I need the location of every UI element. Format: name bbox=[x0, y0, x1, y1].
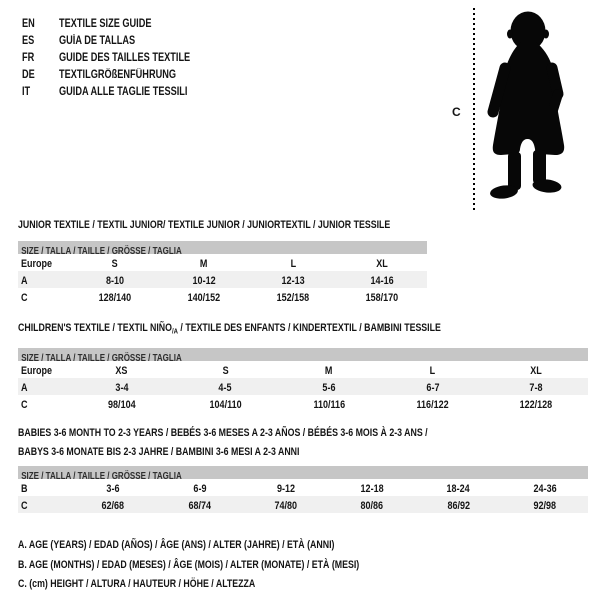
table-cell bbox=[249, 288, 338, 306]
table-cell-text: 12-18 bbox=[360, 482, 384, 495]
table-cell bbox=[70, 378, 174, 396]
table-cell bbox=[159, 271, 248, 289]
row-label-text: A bbox=[21, 381, 28, 394]
table-header-bar bbox=[18, 466, 588, 482]
row-label bbox=[18, 378, 70, 396]
table-cell-text: 10-12 bbox=[192, 274, 216, 287]
table-cell bbox=[249, 271, 338, 289]
table-title-babies bbox=[18, 446, 299, 459]
table-children bbox=[18, 348, 588, 412]
table-cell-text: 74/80 bbox=[274, 499, 298, 512]
row-label-text: A bbox=[21, 274, 28, 287]
table-cell-text: 92/98 bbox=[533, 499, 557, 512]
table-babies bbox=[18, 466, 588, 513]
table-cell bbox=[338, 271, 427, 289]
table-cell bbox=[277, 395, 381, 413]
row-label bbox=[18, 288, 70, 306]
table-cell-text: 4-5 bbox=[218, 381, 232, 394]
table-cell bbox=[70, 271, 159, 289]
language-title: GUÍA DE TALLAS bbox=[59, 35, 136, 47]
table-header-text: SIZE / TALLA / TAILLE / GRÖSSE / TAGLIA bbox=[21, 471, 182, 482]
table-cell bbox=[243, 479, 329, 497]
footnote-line: A. AGE (YEARS) / EDAD (AÑOS) / ÂGE (ANS) / ALTER (JAHRE) / ETÀ (ANNI) bbox=[18, 539, 335, 551]
table-cell bbox=[484, 395, 588, 413]
language-code: EN bbox=[22, 18, 35, 30]
table-cell bbox=[381, 395, 485, 413]
table-cell-text: XS bbox=[115, 364, 128, 377]
table-cell bbox=[70, 496, 156, 514]
language-title: TEXTILE SIZE GUIDE bbox=[59, 18, 152, 30]
table-cell-text: XL bbox=[376, 257, 389, 270]
title-text: JUNIOR TEXTILE / TEXTIL JUNIOR/ TEXTILE JUNIOR / JUNIORTEXTIL / JUNIOR TESSILE bbox=[18, 219, 391, 231]
table-cell bbox=[277, 378, 381, 396]
row-label bbox=[18, 395, 70, 413]
table-cell-text: 68/74 bbox=[188, 499, 211, 512]
language-title: TEXTILGRÖßENFÜHRUNG bbox=[59, 69, 177, 81]
table-row bbox=[18, 378, 588, 395]
table-cell-text: 24-36 bbox=[533, 482, 557, 495]
table-cell bbox=[381, 378, 485, 396]
language-code: IT bbox=[22, 86, 31, 98]
row-label-text: C bbox=[21, 398, 28, 411]
table-cell-text: S bbox=[111, 257, 118, 270]
table-cell-text: 5-6 bbox=[322, 381, 336, 394]
table-cell bbox=[159, 288, 248, 306]
table-row bbox=[18, 271, 427, 288]
table-cell bbox=[484, 378, 588, 396]
row-label bbox=[18, 496, 70, 514]
title-text: BABYS 3-6 MONATE BIS 2-3 JAHRE / BAMBINI 3-6 MESI A 2-3 ANNI bbox=[18, 446, 300, 458]
table-title-babies bbox=[18, 427, 428, 440]
table-cell bbox=[415, 496, 501, 514]
table-cell-text: 62/68 bbox=[101, 499, 125, 512]
title-text: CHILDREN'S TEXTILE / TEXTIL NIÑO bbox=[18, 322, 172, 334]
table-cell bbox=[243, 496, 329, 514]
table-cell-text: 7-8 bbox=[529, 381, 543, 394]
language-code: ES bbox=[22, 35, 35, 47]
table-junior bbox=[18, 241, 427, 305]
height-measure-line bbox=[473, 8, 475, 211]
row-label-text: C bbox=[21, 291, 28, 304]
table-cell bbox=[329, 479, 415, 497]
title-text: / TEXTILE DES ENFANTS / KINDERTEXTIL / BAMBINI TESSILE bbox=[177, 322, 441, 334]
row-label-text: Europe bbox=[21, 257, 53, 270]
table-cell-text: M bbox=[200, 257, 208, 270]
table-cell-text: 6-9 bbox=[192, 482, 207, 495]
language-code: FR bbox=[22, 52, 35, 64]
table-cell-text: 80/86 bbox=[360, 499, 384, 512]
row-label-text: Europe bbox=[21, 364, 53, 377]
table-cell bbox=[277, 361, 381, 379]
title-text: BABIES 3-6 MONTH TO 2-3 YEARS / BEBÉS 3-6 MESES A 2-3 AÑOS / BÉBÉS 3-6 MOIS À 2-3 ANS / bbox=[18, 427, 428, 439]
table-cell-text: 98/104 bbox=[107, 398, 136, 411]
footnote-line: C. (cm) HEIGHT / ALTURA / HAUTEUR / HÖHE / ALTEZZA bbox=[18, 578, 256, 590]
table-cell-text: 3-4 bbox=[115, 381, 129, 394]
table-cell-text: 86/92 bbox=[447, 499, 470, 512]
table-cell bbox=[502, 479, 588, 497]
table-cell-text: 18-24 bbox=[446, 482, 471, 495]
table-header-bar bbox=[18, 348, 588, 364]
table-cell-text: 122/128 bbox=[519, 398, 553, 411]
table-cell-text: 152/158 bbox=[276, 291, 310, 304]
table-cell-text: 8-10 bbox=[105, 274, 124, 287]
table-cell-text: 110/116 bbox=[313, 398, 345, 411]
baby-silhouette bbox=[480, 6, 570, 211]
language-code: DE bbox=[22, 69, 35, 81]
table-cell-text: L bbox=[290, 257, 296, 270]
table-cell-text: 158/170 bbox=[366, 291, 399, 304]
table-cell-text: 104/110 bbox=[209, 398, 242, 411]
row-label-text: B bbox=[21, 482, 28, 495]
table-cell bbox=[174, 378, 278, 396]
table-cell-text: 9-12 bbox=[276, 482, 295, 495]
table-cell-text: XL bbox=[530, 364, 542, 377]
table-cell bbox=[70, 288, 159, 306]
table-title-children bbox=[18, 322, 441, 335]
table-cell bbox=[338, 254, 427, 272]
table-title-junior bbox=[18, 219, 390, 232]
language-title: GUIDA ALLE TAGLIE TESSILI bbox=[59, 86, 188, 98]
table-header-bar bbox=[18, 241, 427, 257]
table-row bbox=[18, 496, 588, 513]
table-row bbox=[18, 395, 588, 412]
table-cell-text: 14-16 bbox=[370, 274, 394, 287]
table-cell bbox=[329, 496, 415, 514]
table-cell bbox=[174, 395, 278, 413]
table-cell-text: M bbox=[325, 364, 333, 377]
height-c-label: C bbox=[452, 105, 461, 119]
footnote-line: B. AGE (MONTHS) / EDAD (MESES) / ÂGE (MOIS) / ALTER (MONATE) / ETÀ (MESI) bbox=[18, 559, 360, 571]
table-cell bbox=[502, 496, 588, 514]
table-cell-text: 128/140 bbox=[98, 291, 131, 304]
table-cell-text: L bbox=[429, 364, 436, 377]
row-label bbox=[18, 271, 70, 289]
table-cell bbox=[156, 496, 242, 514]
row-label-text: C bbox=[21, 499, 28, 512]
table-cell bbox=[338, 288, 427, 306]
table-cell bbox=[249, 254, 338, 272]
table-cell-text: 3-6 bbox=[106, 482, 120, 495]
table-row bbox=[18, 288, 427, 305]
title-text: /A bbox=[171, 326, 178, 336]
table-cell bbox=[415, 479, 501, 497]
table-cell-text: 116/122 bbox=[416, 398, 449, 411]
language-title: GUIDE DES TAILLES TEXTILE bbox=[59, 52, 191, 64]
table-header-text: SIZE / TALLA / TAILLE / GRÖSSE / TAGLIA bbox=[21, 353, 182, 364]
table-cell bbox=[484, 361, 588, 379]
table-cell bbox=[381, 361, 485, 379]
table-cell-text: 140/152 bbox=[187, 291, 221, 304]
table-cell bbox=[70, 395, 174, 413]
table-cell-text: S bbox=[222, 364, 229, 377]
table-cell-text: 12-13 bbox=[281, 274, 305, 287]
table-cell bbox=[174, 361, 278, 379]
table-header-text: SIZE / TALLA / TAILLE / GRÖSSE / TAGLIA bbox=[21, 246, 182, 257]
table-cell-text: 6-7 bbox=[426, 381, 440, 394]
